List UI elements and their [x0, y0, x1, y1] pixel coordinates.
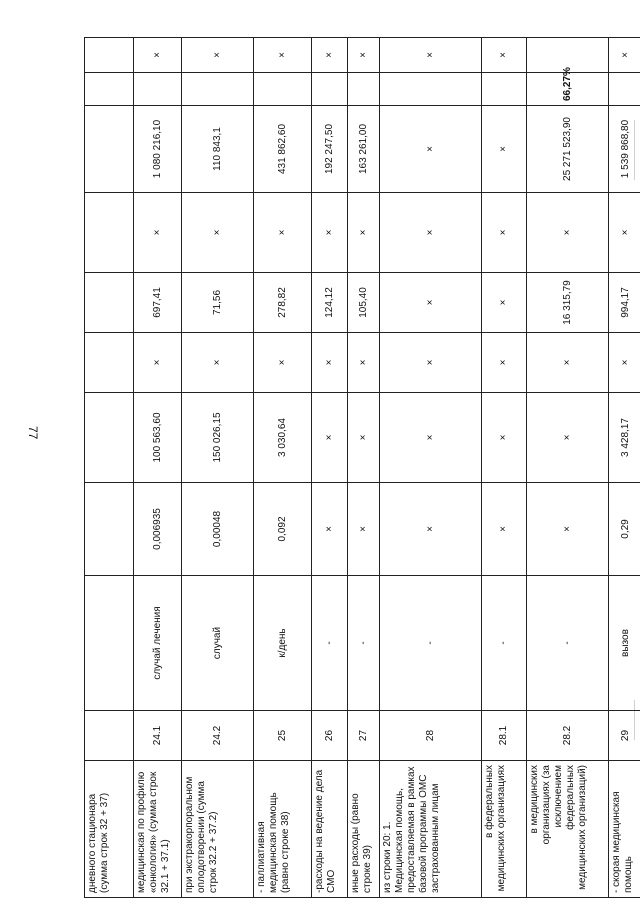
cell-col6: 1 080 216,10 [134, 106, 182, 193]
cell-col5: × [380, 193, 482, 273]
cell-col3: × [134, 333, 182, 393]
cell-norm: × [312, 483, 348, 576]
cell-col4: 278,82 [254, 273, 312, 333]
cell-cost: 150 026,15 [182, 393, 254, 483]
cell-col4: 105,40 [348, 273, 380, 333]
cell-col4: 697,41 [134, 273, 182, 333]
cell-cost: 100 563,60 [134, 393, 182, 483]
row-name: в медицинских организациях (за исключением федеральных медицинских организаций) [527, 761, 609, 898]
row-unit: случай лечения [134, 576, 182, 711]
cell-cost: × [348, 393, 380, 483]
row-unit: - [482, 576, 527, 711]
cell-col8: × [380, 38, 482, 73]
page-number: 77 [26, 426, 40, 440]
cell-col7 [254, 73, 312, 106]
cell-col8: × [134, 38, 182, 73]
cell-cost: × [482, 393, 527, 483]
cell-col5: × [254, 193, 312, 273]
row-name: при экстракорпоральном оплодотворении (сумма строк 32.2 + 37.2) [182, 761, 254, 898]
row-code: 27 [348, 711, 380, 761]
table-row [312, 38, 348, 898]
cell-norm [85, 483, 134, 576]
cell-norm: 0,00048 [182, 483, 254, 576]
row-name: -расходы на ведение дела СМО [312, 761, 348, 898]
cell-cost: 3 428,17 [609, 393, 640, 483]
cell-col4: × [482, 273, 527, 333]
cell-norm: × [380, 483, 482, 576]
cell-col6: × [482, 106, 527, 193]
cell-col7 [609, 73, 640, 106]
cell-col8: × [348, 38, 380, 73]
cell-col3: × [482, 333, 527, 393]
cell-col8: × [312, 38, 348, 73]
cell-cost: × [380, 393, 482, 483]
table-row [348, 38, 380, 898]
cell-norm: 0,29 [609, 483, 640, 576]
cell-col8: × [482, 38, 527, 73]
cell-col6: 25 271 523,90 [527, 106, 609, 193]
row-name: медицинская по профилю «онкология» (сумма строк 32.1 + 37.1) [134, 761, 182, 898]
cell-col3: × [380, 333, 482, 393]
row-name: иные расходы (равно строке 39) [348, 761, 380, 898]
cell-col6: 1 539 868,80 [609, 106, 640, 193]
row-code: 28.1 [482, 711, 527, 761]
row-unit: - [527, 576, 609, 711]
cell-col3 [85, 333, 134, 393]
row-code: 29 [609, 711, 640, 761]
cell-col5: × [527, 193, 609, 273]
cell-col4: 124,12 [312, 273, 348, 333]
cell-norm: × [482, 483, 527, 576]
cell-cost: × [312, 393, 348, 483]
cell-cost: 3 030,64 [254, 393, 312, 483]
cell-col7: 66,27% [527, 73, 609, 106]
cell-col8 [85, 38, 134, 73]
cell-col6: 431 862,60 [254, 106, 312, 193]
row-code: 28 [380, 711, 482, 761]
cell-col7 [312, 73, 348, 106]
cell-col7 [380, 73, 482, 106]
row-name: в федеральных медицинских организациях [482, 761, 527, 898]
table-row [380, 38, 482, 898]
table-row [85, 38, 134, 898]
cell-col3: × [527, 333, 609, 393]
cell-col4: 71,56 [182, 273, 254, 333]
cell-col5: × [312, 193, 348, 273]
cell-col5 [85, 193, 134, 273]
row-name: из строки 20: 1. Медицинская помощь, предоставляемая в рамках базовой программы ОМС застрахованным лицам [380, 761, 482, 898]
cell-col6: × [380, 106, 482, 193]
table-row [527, 38, 609, 898]
cell-col4: 16 315,79 [527, 273, 609, 333]
cell-col4: 994,17 [609, 273, 640, 333]
cell-col5: × [609, 193, 640, 273]
table-row [482, 38, 527, 898]
cell-col3: × [609, 333, 640, 393]
row-code: 24.2 [182, 711, 254, 761]
cell-col4 [85, 273, 134, 333]
cell-norm: 0,092 [254, 483, 312, 576]
cell-norm: × [348, 483, 380, 576]
cell-col3: × [312, 333, 348, 393]
cell-col7 [482, 73, 527, 106]
row-unit: - [348, 576, 380, 711]
cell-col7 [348, 73, 380, 106]
row-unit: вызов [609, 576, 640, 711]
table-row [134, 38, 182, 898]
cell-col8: × [254, 38, 312, 73]
cell-col3: × [254, 333, 312, 393]
cell-col5: × [134, 193, 182, 273]
row-name: - скорая медицинская помощь [609, 761, 640, 898]
cell-col6 [85, 106, 134, 193]
row-unit: - [312, 576, 348, 711]
row-unit: случай [182, 576, 254, 711]
row-code: 28.2 [527, 711, 609, 761]
cell-col4: × [380, 273, 482, 333]
rotated-table-wrapper [84, 38, 634, 898]
cell-col6: 163 261,00 [348, 106, 380, 193]
cell-col7 [182, 73, 254, 106]
row-name: - паллиативная медицинская помощь (равно строке 38) [254, 761, 312, 898]
cell-norm: × [527, 483, 609, 576]
row-unit [85, 576, 134, 711]
row-name: дневного стационара (сумма строк 32 + 37) [85, 761, 134, 898]
row-code: 26 [312, 711, 348, 761]
row-unit: к/день [254, 576, 312, 711]
cell-norm: 0,006935 [134, 483, 182, 576]
row-code: 24.1 [134, 711, 182, 761]
row-code: 25 [254, 711, 312, 761]
row-code [85, 711, 134, 761]
cell-col5: × [182, 193, 254, 273]
table-row [609, 38, 640, 898]
cell-col8: × [609, 38, 640, 73]
cell-col7 [85, 73, 134, 106]
cell-cost [85, 393, 134, 483]
row-unit: - [380, 576, 482, 711]
cell-col6: 110 843,1 [182, 106, 254, 193]
table-row [182, 38, 254, 898]
financing-table [84, 37, 640, 898]
cell-col6: 192 247,50 [312, 106, 348, 193]
cell-col3: × [182, 333, 254, 393]
cell-cost: × [527, 393, 609, 483]
table-row [254, 38, 312, 898]
cell-col5: × [482, 193, 527, 273]
cell-col5: × [348, 193, 380, 273]
cell-col8: × [182, 38, 254, 73]
cell-col7 [134, 73, 182, 106]
cell-col3: × [348, 333, 380, 393]
